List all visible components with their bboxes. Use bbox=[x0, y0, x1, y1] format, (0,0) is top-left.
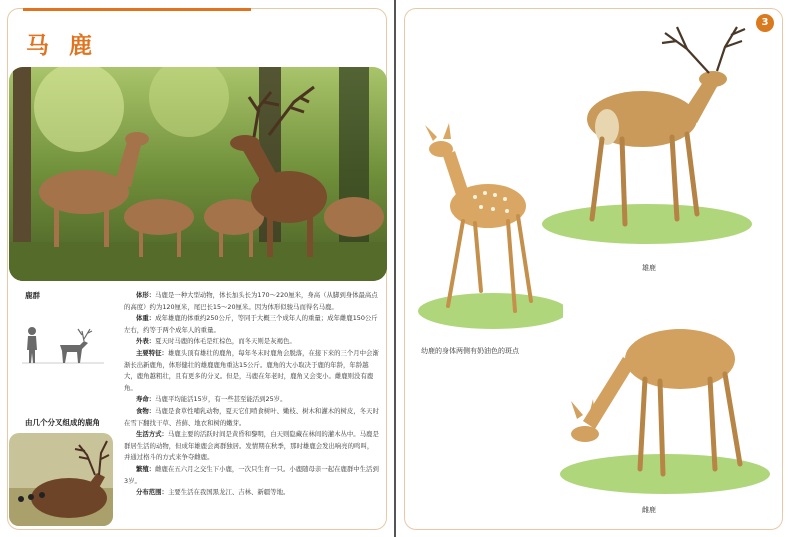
fawn-caption: 幼鹿的身体两侧有奶油色的斑点 bbox=[421, 347, 519, 355]
page-gutter bbox=[394, 0, 396, 537]
page-number-badge: 3 bbox=[756, 14, 774, 32]
title-rule bbox=[23, 8, 251, 11]
description-text bbox=[124, 290, 379, 499]
page-title: 马 鹿 bbox=[26, 33, 99, 59]
female-deer-illustration bbox=[555, 309, 770, 499]
photo-caption: 鹿群 bbox=[25, 291, 40, 300]
para-lifespan: 寿命：马鹿平均能活15岁，有一些甚至能活到25岁。 bbox=[136, 395, 287, 404]
male-caption: 雄鹿 bbox=[642, 264, 656, 272]
antler-photo bbox=[9, 433, 113, 526]
para-features: 主要特征：雄鹿头顶有雄壮的鹿角，每年冬末时鹿角会脱落，在接下来的三个月中会渐渐长出新鹿角，体形健壮的雄鹿鹿角重达15公斤。鹿角的大小取决于鹿的年龄，年龄越大，鹿角越粗壮，且有更多的分叉。但是，马鹿在年老时，鹿角又会变小。雌鹿则没有鹿角。 bbox=[124, 348, 379, 392]
para-breeding: 繁殖：雌鹿在五六月之交生下小鹿，一次只生育一只。小鹿随母亲一起在鹿群中生活到3岁。 bbox=[124, 464, 379, 485]
fawn-illustration bbox=[413, 121, 563, 336]
para-range: 分布范围：主要生活在我国黑龙江、吉林、新疆等地。 bbox=[136, 488, 290, 497]
herd-photo bbox=[9, 67, 387, 281]
female-caption: 雌鹿 bbox=[642, 506, 656, 514]
para-lifestyle: 生活方式：马鹿主要的活跃时间是黄昏和黎明，白天则隐藏在林间的灌木丛中。马鹿是群居生活的动物，但成年雄鹿会离群独居。发情期在秋季，那时雄鹿会发出响亮的鸣叫，并通过格斗的方式来争夺雌鹿。 bbox=[124, 430, 379, 462]
male-deer-illustration bbox=[537, 19, 752, 259]
para-appearance: 外表：夏天时马鹿的体毛是红棕色，而冬天则是灰褐色。 bbox=[136, 337, 296, 346]
size-comparison-illustration bbox=[22, 323, 104, 373]
para-body-size: 体形：马鹿是一种大型动物，体长加头长为170～220厘米，身高（从脚到身体最高点的高度）约为120厘米，尾巴长15～20厘米。因为体形似骏马而得名马鹿。 bbox=[124, 291, 378, 311]
para-food: 食物：马鹿是食草性哺乳动物，夏天它们啃食树叶、嫩枝、树木和灌木的树皮，冬天时在雪下翻找干草、苔藓、地衣和树的嫩芽。 bbox=[124, 406, 379, 427]
left-page bbox=[7, 8, 387, 530]
antler-caption: 由几个分叉组成的鹿角 bbox=[25, 418, 100, 427]
para-weight: 体重：成年雄鹿的体重约250公斤，等同于大概三个成年人的重量；成年雌鹿150公斤左右，约等于两个成年人的重量。 bbox=[124, 314, 378, 334]
right-page bbox=[404, 8, 783, 530]
